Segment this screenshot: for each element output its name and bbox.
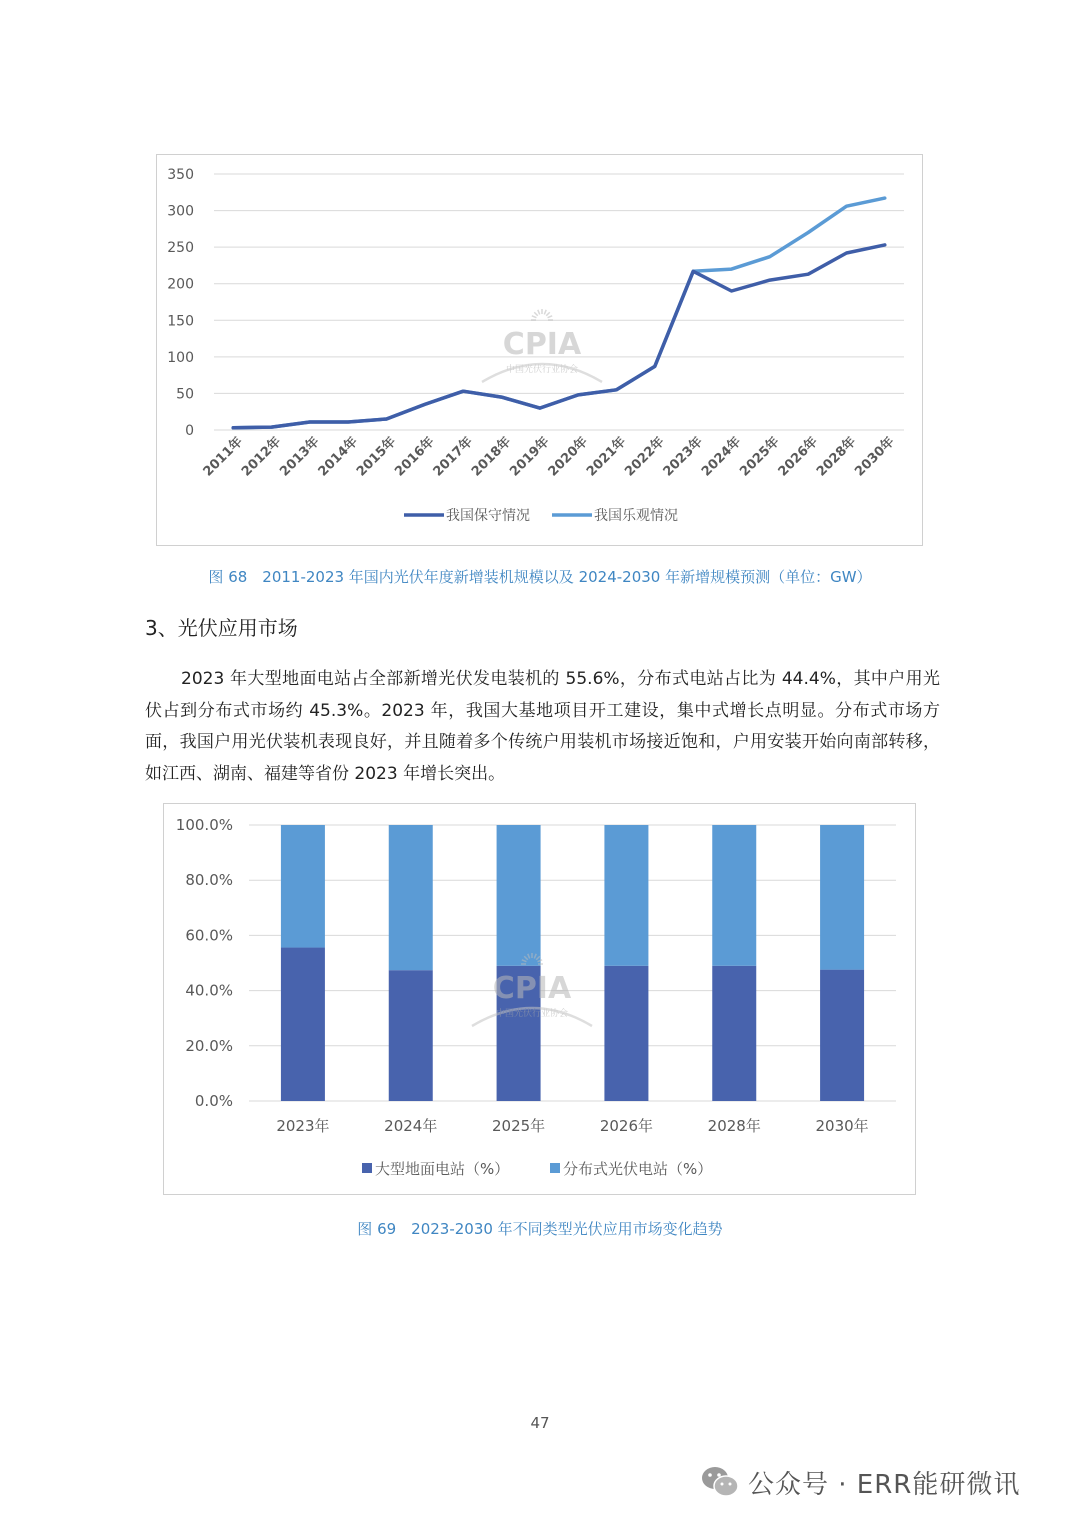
y-tick-label: 250	[167, 240, 194, 257]
x-tick-label: 2026年	[599, 1117, 654, 1135]
bar-ground-station	[712, 966, 756, 1101]
bar-distributed	[389, 825, 433, 970]
watermark-logo-text: CPIA	[502, 327, 582, 362]
y-tick-label: 300	[167, 203, 194, 220]
x-tick-label: 2017年	[430, 434, 476, 480]
legend-swatch	[550, 1163, 560, 1173]
bar-ground-station	[389, 970, 433, 1101]
legend-swatch	[362, 1163, 372, 1173]
y-tick-label: 100	[167, 349, 194, 366]
y-tick-label: 100.0%	[175, 816, 233, 834]
x-tick-label: 2011年	[200, 434, 246, 480]
x-tick-label: 2021年	[583, 434, 630, 480]
x-tick-label: 2028年	[707, 1117, 761, 1135]
wechat-icon	[700, 1464, 740, 1500]
figure-68-caption: 图 68 2011-2023 年国内光伏年度新增装机规模以及 2024-2030 年新增规模预测（单位：GW）	[208, 568, 872, 586]
stacked-bar-chart-svg	[164, 804, 917, 1196]
x-tick-label: 2016年	[392, 434, 438, 480]
watermark-org-text: 中国光伏行业协会	[495, 1009, 569, 1019]
x-tick-label: 2028年	[813, 434, 860, 480]
y-tick-label: 150	[167, 313, 194, 330]
x-tick-label: 2012年	[238, 434, 285, 480]
x-tick-label: 2026年	[775, 434, 821, 480]
line-chart-figure-68	[156, 154, 923, 546]
bar-distributed	[712, 825, 756, 966]
y-tick-label: 0	[185, 423, 194, 439]
bar-ground-station	[281, 948, 325, 1101]
legend-label: 大型地面电站（%）	[375, 1160, 510, 1178]
bar-distributed	[281, 825, 325, 948]
x-tick-label: 2023年	[660, 434, 706, 480]
y-tick-label: 200	[167, 276, 194, 293]
y-tick-label: 60.0%	[185, 926, 233, 945]
x-tick-label: 2014年	[315, 434, 361, 480]
bar-ground-station	[820, 970, 864, 1101]
x-tick-label: 2024年	[698, 434, 745, 480]
x-tick-label: 2018年	[468, 434, 515, 480]
stacked-bar-chart-figure-69	[163, 803, 916, 1195]
section-title: 3、光伏应用市场	[145, 616, 298, 640]
x-tick-label: 2025年	[491, 1117, 546, 1135]
x-tick-label: 2020年	[545, 434, 591, 480]
y-tick-label: 20.0%	[185, 1036, 233, 1055]
x-tick-label: 2013年	[277, 434, 323, 480]
x-tick-label: 2022年	[622, 434, 668, 480]
x-tick-label: 2030年	[815, 1117, 869, 1135]
legend-label: 分布式光伏电站（%）	[563, 1160, 713, 1178]
bar-distributed	[820, 825, 864, 970]
y-tick-label: 50	[176, 386, 194, 403]
legend-label: 我国保守情况	[446, 508, 530, 524]
x-tick-label: 2024年	[384, 1117, 438, 1135]
figure-69-caption: 图 69 2023-2030 年不同类型光伏应用市场变化趋势	[357, 1220, 723, 1238]
legend-label: 我国乐观情况	[594, 508, 678, 524]
line-chart-svg	[157, 155, 924, 547]
y-tick-label: 350	[167, 167, 194, 183]
footer-brand	[700, 1460, 1020, 1504]
footer-text: 公众号 · ERR能研微讯	[748, 1469, 1021, 1500]
body-paragraph: 2023 年大型地面电站占全部新增光伏发电装机的 55.6%，分布式电站占比为 44.4%，其中户用光伏占到分布式市场约 45.3%。2023 年，我国大基地项目开工建设，集中式增长点明显。分布式市场方面，我国户用光伏装机表现良好，并且随着多个传统户用装机市场接近饱和，户用安装开始向南部转移，如江西、湖南、福建等省份 2023 年增长突出。	[145, 669, 940, 784]
x-tick-label: 2025年	[737, 434, 783, 480]
bar-distributed	[604, 825, 648, 966]
x-tick-label: 2015年	[353, 434, 400, 480]
bar-ground-station	[604, 966, 648, 1101]
page-number: 47	[530, 1414, 550, 1432]
y-tick-label: 40.0%	[185, 981, 233, 1000]
y-tick-label: 0.0%	[194, 1092, 233, 1110]
x-tick-label: 2019年	[507, 434, 553, 480]
bar-distributed	[497, 825, 541, 966]
x-tick-label: 2030年	[852, 434, 898, 480]
y-tick-label: 80.0%	[185, 871, 233, 890]
x-tick-label: 2023年	[276, 1117, 330, 1135]
watermark-org-text: 中国光伏行业协会	[505, 365, 579, 375]
watermark-logo-text: CPIA	[492, 971, 572, 1006]
